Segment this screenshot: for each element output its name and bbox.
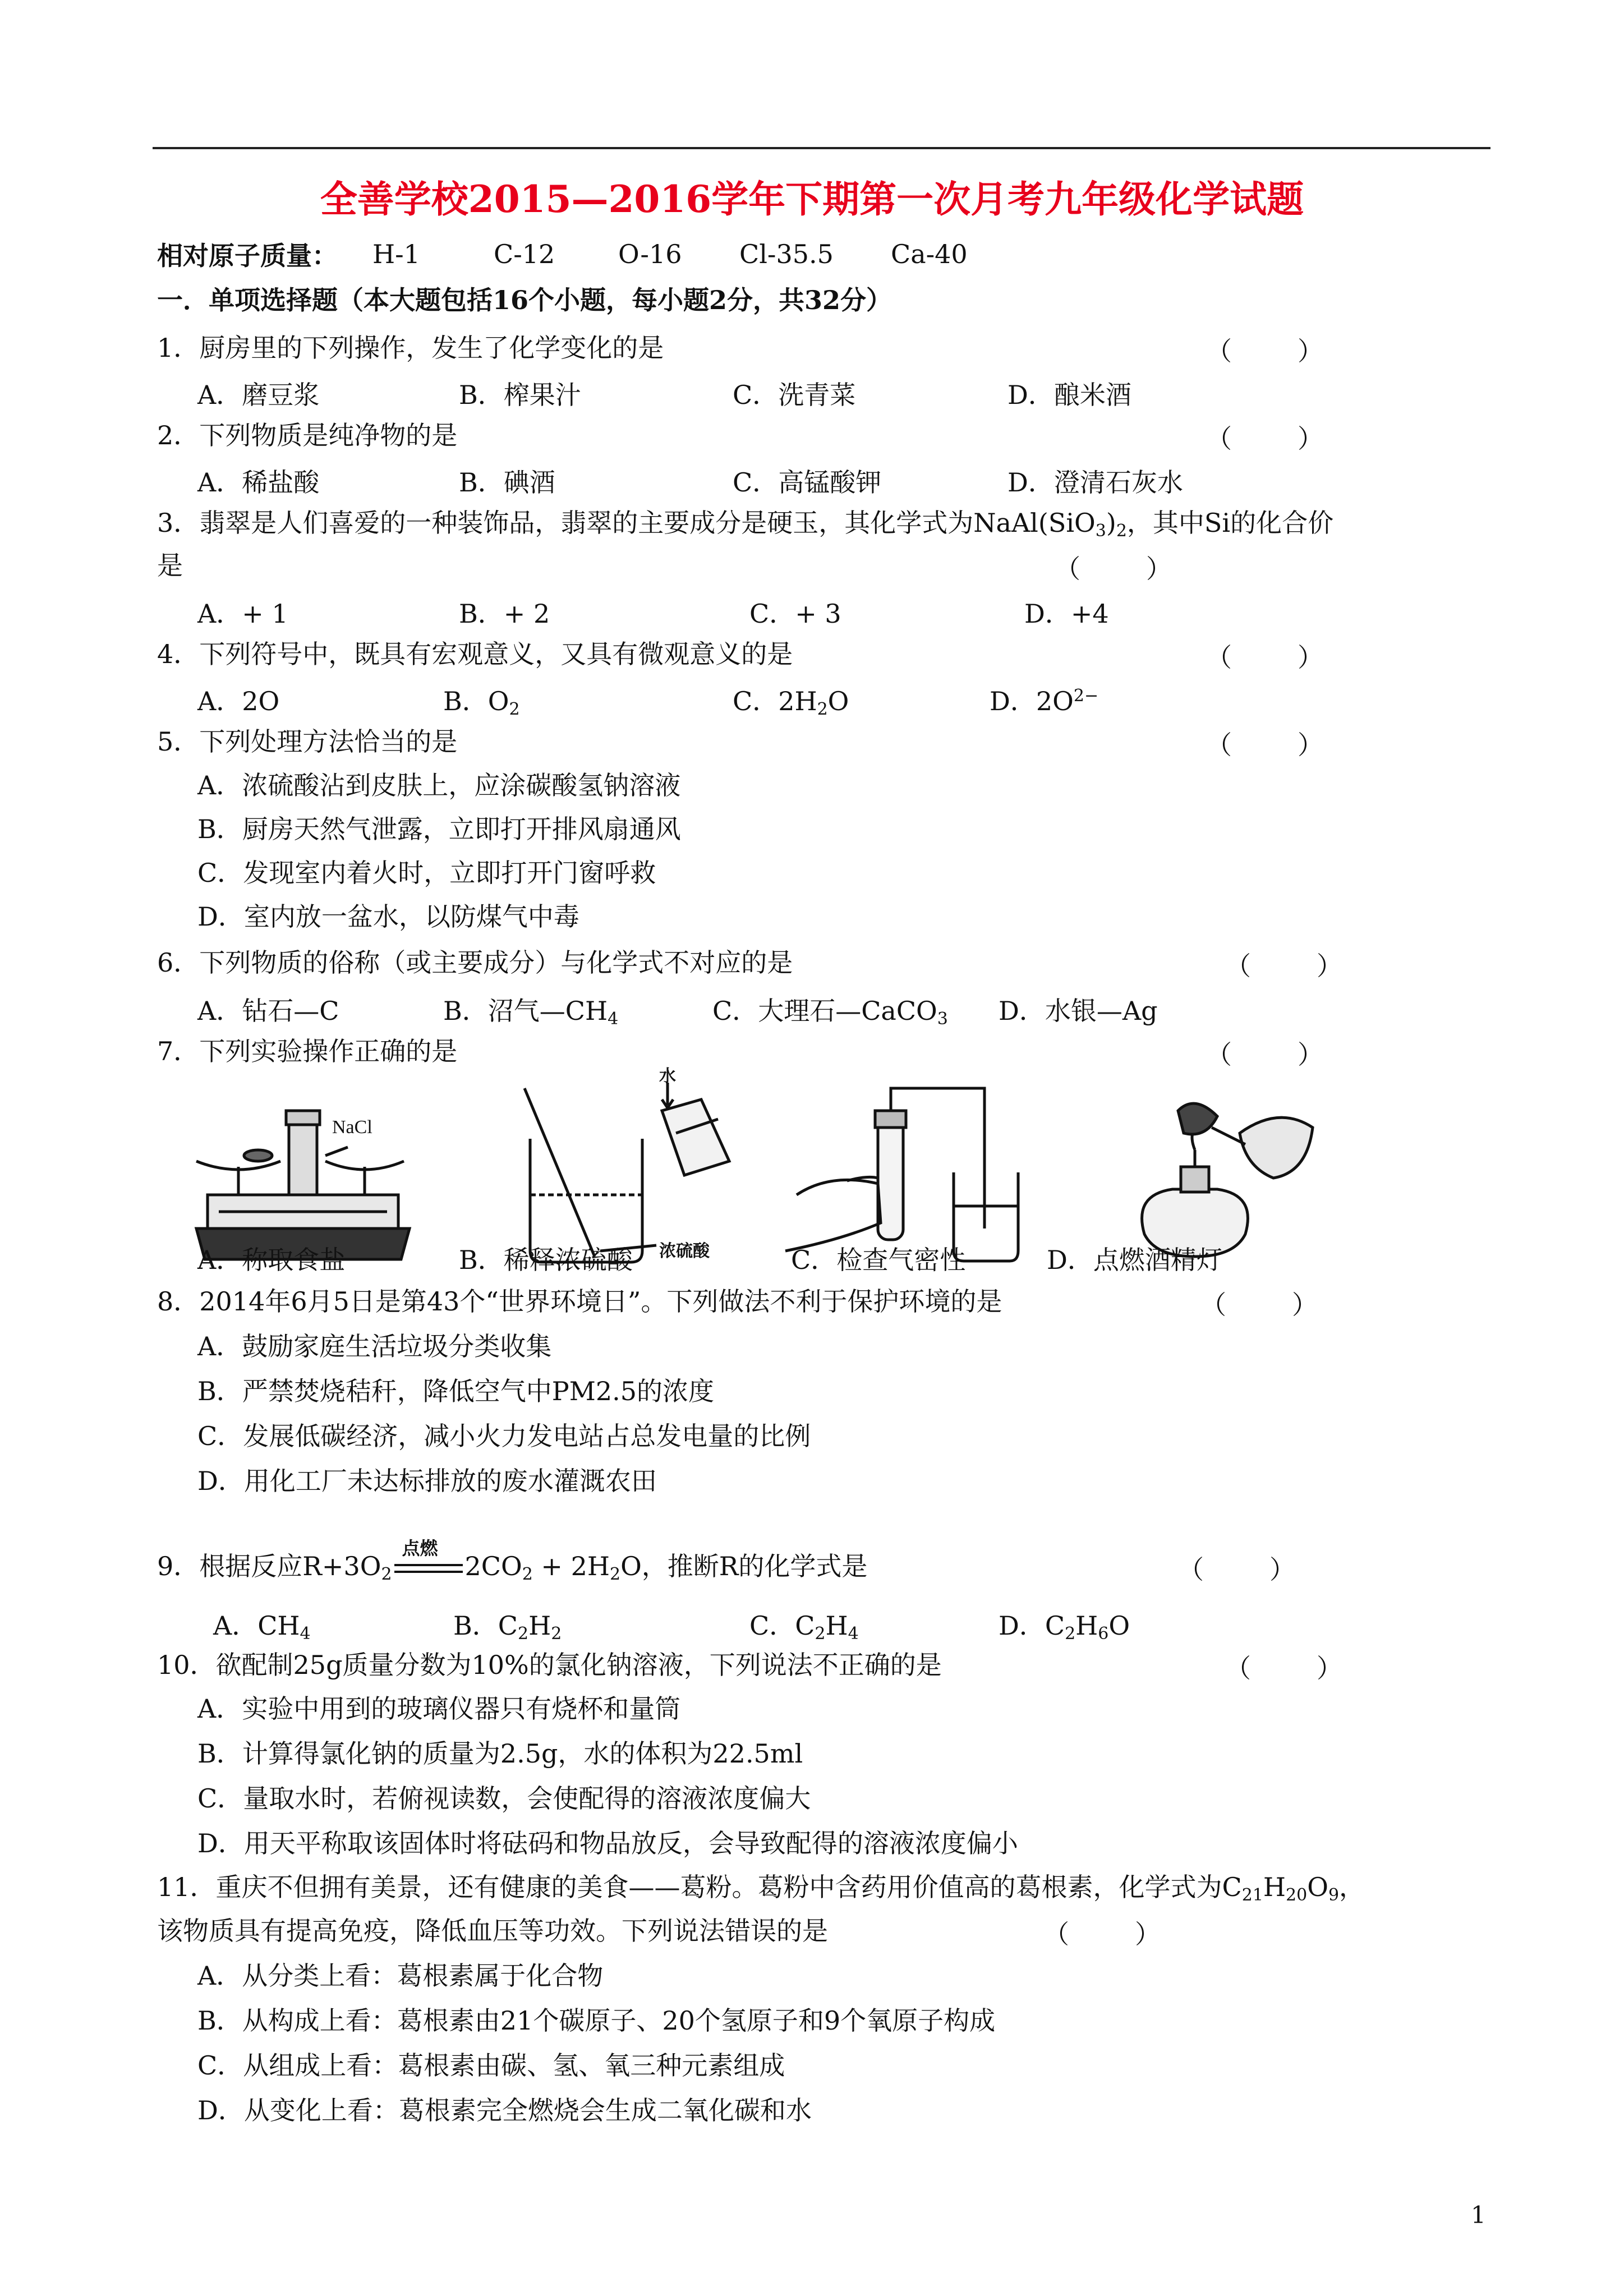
q1-option-d: D．酿米酒 (1007, 380, 1131, 410)
reaction-condition: 点燃 (402, 1538, 438, 1559)
q3-option-b: B．+ 2 (459, 599, 550, 629)
reaction-arrow (392, 1538, 465, 1580)
q11-answer-paren: （ ） (1043, 1919, 1161, 1949)
atomic-mass-h: H-1 (372, 239, 420, 269)
q2-option-d: D．澄清石灰水 (1007, 467, 1183, 498)
dilution-illustration (516, 1066, 752, 1268)
q5-answer-paren: （ ） (1206, 730, 1323, 760)
q8-option-d: D．用化工厂未达标排放的废水灌溉农田 (197, 1466, 657, 1496)
atomic-mass-c: C-12 (494, 239, 555, 269)
q9-stem: 9．根据反应$R+3O_2$ 点燃 $2CO_2 + 2H_2O$，推断R的化学式是 (157, 1549, 867, 1591)
q10-option-b: B．计算得氯化钠的质量为2.5g，水的体积为22.5ml (197, 1738, 803, 1769)
q8-option-a: A．鼓励家庭生活垃圾分类收集 (197, 1331, 552, 1361)
header-rule (153, 147, 1490, 149)
q3-stem-cont: 是 (157, 550, 183, 581)
atomic-mass-ca: Ca-40 (891, 239, 968, 269)
q7-answer-paren: （ ） (1206, 1039, 1323, 1070)
q4-option-a: A．2O (197, 686, 280, 716)
q8-option-c: C．发展低碳经济，减小火力发电站占总发电量的比例 (197, 1421, 811, 1451)
q2-answer-paren: （ ） (1206, 424, 1323, 454)
q9-answer-paren: （ ） (1178, 1554, 1295, 1585)
q4-option-c: C．$2H_2O$ (733, 686, 849, 719)
atomic-mass-cl: Cl-35.5 (739, 239, 834, 269)
page-number: 1 (1471, 2201, 1486, 2229)
q7-option-a: A．称取食盐 (197, 1245, 346, 1275)
q9-option-c: C．$C_2H_4$ (749, 1611, 859, 1644)
q5-option-d: D．室内放一盆水，以防煤气中毒 (197, 901, 579, 932)
q2-option-b: B．碘酒 (459, 467, 555, 498)
q11-stem: 11．重庆不但拥有美景，还有健康的美食——葛粉。葛粉中含药用价值高的葛根素，化学式为$C_{21}H_{20}O_9$， (157, 1872, 1365, 1905)
q2-option-a: A．稀盐酸 (197, 467, 320, 498)
page-title: 全善学校2015—2016学年下期第一次月考九年级化学试题 (320, 177, 1304, 221)
q2-stem: 2．下列物质是纯净物的是 (157, 420, 458, 450)
q9-option-a: A．$CH_4$ (213, 1611, 311, 1644)
atomic-mass-label: 相对原子质量： (157, 241, 338, 271)
q8-answer-paren: （ ） (1200, 1290, 1318, 1320)
q3-stem: 3．翡翠是人们喜爱的一种装饰品，翡翠的主要成分是硬玉，其化学式为$NaAl(SiO_3)_2$，其中Si的化合价 (157, 508, 1334, 541)
q4-stem: 4．下列符号中，既具有宏观意义，又具有微观意义的是 (157, 639, 793, 669)
q8-option-b: B．严禁焚烧秸秆，降低空气中PM2.5的浓度 (197, 1376, 715, 1406)
q11-stem-cont: 该物质具有提高免疫，降低血压等功效。下列说法错误的是 (157, 1916, 828, 1946)
q10-answer-paren: （ ） (1225, 1653, 1342, 1683)
q1-stem: 1．厨房里的下列操作，发生了化学变化的是 (157, 333, 664, 363)
q6-option-a: A．钻石—C (197, 996, 339, 1026)
q7-option-d: D．点燃酒精灯 (1047, 1245, 1222, 1275)
q7-stem: 7．下列实验操作正确的是 (157, 1036, 458, 1066)
q1-option-a: A．磨豆浆 (197, 380, 320, 410)
q6-option-c: C．大理石—CaCO$_3$ (712, 996, 948, 1029)
q8-stem: 8．2014年6月5日是第43个“世界环境日”。下列做法不利于保护环境的是 (157, 1286, 1002, 1317)
q11-option-d: D．从变化上看：葛根素完全燃烧会生成二氧化碳和水 (197, 2095, 812, 2125)
q10-option-a: A．实验中用到的玻璃仪器只有烧杯和量筒 (197, 1694, 681, 1724)
q3-option-d: D．+4 (1024, 599, 1109, 629)
q7-option-b: B．稀释浓硫酸 (459, 1245, 633, 1275)
q6-option-d: D．水银—Ag (999, 996, 1158, 1026)
q4-answer-paren: （ ） (1206, 642, 1323, 673)
q2-option-c: C．高锰酸钾 (733, 467, 882, 498)
q10-option-c: C．量取水时，若俯视读数，会使配得的溶液浓度偏大 (197, 1783, 811, 1814)
q9-option-d: D．$C_2H_6O$ (999, 1611, 1130, 1644)
q11-option-c: C．从组成上看：葛根素由碳、氢、氧三种元素组成 (197, 2050, 785, 2081)
q5-option-a: A．浓硫酸沾到皮肤上，应涂碳酸氢钠溶液 (197, 770, 681, 800)
acid-label: 浓硫酸 (659, 1241, 710, 1261)
q6-answer-paren: （ ） (1225, 951, 1342, 981)
q3-option-c: C．+ 3 (749, 599, 841, 629)
water-label: 水 (659, 1066, 676, 1086)
nacl-label: NaCl (332, 1117, 372, 1138)
section-heading: 一．单项选择题（本大题包括16个小题，每小题2分，共32分） (157, 285, 892, 315)
q4-option-d: D．$2O^{2-}$ (990, 686, 1099, 716)
q3-answer-paren: （ ） (1055, 554, 1172, 584)
q6-option-b: B．沼气$—CH_4$ (443, 996, 619, 1029)
q3-option-a: A．+ 1 (197, 599, 288, 629)
q7-option-c: C．检查气密性 (791, 1245, 966, 1275)
balance-illustration (185, 1099, 421, 1262)
q11-option-a: A．从分类上看：葛根素属于化合物 (197, 1961, 604, 1991)
q6-stem: 6．下列物质的俗称（或主要成分）与化学式不对应的是 (157, 947, 793, 978)
q10-stem: 10．欲配制25g质量分数为10%的氯化钠溶液，下列说法不正确的是 (157, 1650, 942, 1680)
q10-option-d: D．用天平称取该固体时将砝码和物品放反，会导致配得的溶液浓度偏小 (197, 1828, 1018, 1858)
q5-option-b: B．厨房天然气泄露，立即打开排风扇通风 (197, 814, 681, 844)
q11-option-b: B．从构成上看：葛根素由21个碳原子、20个氢原子和9个氧原子构成 (197, 2005, 996, 2036)
q4-option-b: B．$O_2$ (443, 686, 520, 719)
q1-option-c: C．洗青菜 (733, 380, 856, 410)
q9-option-b: B．$C_2H_2$ (453, 1611, 562, 1644)
atomic-mass-o: O-16 (618, 239, 682, 269)
q5-stem: 5．下列处理方法恰当的是 (157, 726, 458, 757)
q1-answer-paren: （ ） (1206, 336, 1323, 366)
q1-option-b: B．榨果汁 (459, 380, 581, 410)
q5-option-c: C．发现室内着火时，立即打开门窗呼救 (197, 858, 656, 888)
